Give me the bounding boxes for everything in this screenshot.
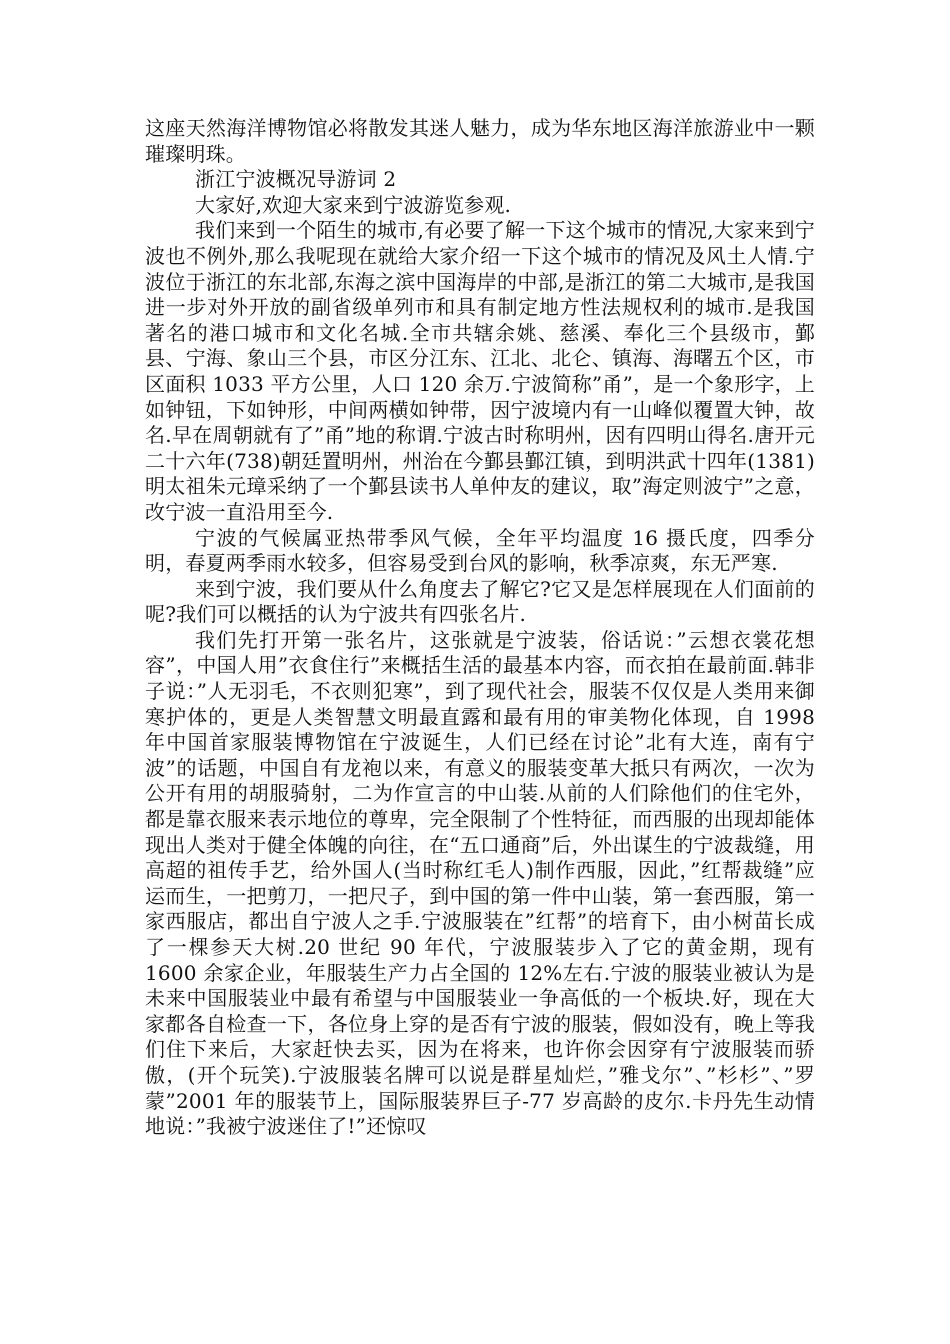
paragraph-continuation: 这座天然海洋博物馆必将散发其迷人魅力，成为华东地区海洋旅游业中一颗璀璨明珠。 — [145, 116, 815, 166]
paragraph-city-overview: 我们来到一个陌生的城市,有必要了解一下这个城市的情况,大家来到宁波也不例外,那么我呢现在就给大家介绍一下这个城市的情况及风土人情.宁波位于浙江的东北部,东海之滨中国海岸的中部,是浙江的第二大城市,是我国进一步对外开放的副省级单列市和具有制定地方性法规权利的城市.是我国著名的港口城市和文化名城.全市共辖余姚、慈溪、奉化三个县级市，鄞县、宁海、象山三个县，市区分江东、江北、北仑、镇海、海曙五个区，市区面积 1033 平方公里，人口 120 余万.宁波简称”甬”，是一个象形字，上如钟钮，下如钟形，中间两横如钟带，因宁波境内有一山峰似覆置大钟，故名.早在周朝就有了”甬”地的称谓.宁波古时称明州，因有四明山得名.唐开元二十六年(738)朝廷置明州，州治在今鄞县鄞江镇，到明洪武十四年(1381)明太祖朱元璋采纳了一个鄞县读书人单仲友的建议，取”海定则波宁”之意，改宁波一直沿用至今. — [145, 218, 815, 524]
paragraph-greeting: 大家好,欢迎大家来到宁波游览参观. — [195, 192, 512, 217]
paragraph-climate: 宁波的气候属亚热带季风气候，全年平均温度 16 摄氏度，四季分明，春夏两季雨水较多，但容易受到台风的影响，秋季凉爽，东无严寒. — [145, 525, 815, 576]
paragraph-four-cards: 来到宁波，我们要从什么角度去了解它?它又是怎样展现在人们面前的呢?我们可以概括的认为宁波共有四张名片. — [145, 576, 815, 627]
section-title: 浙江宁波概况导游词 2 — [195, 167, 397, 192]
paragraph-clothing: 我们先打开第一张名片，这张就是宁波装，俗话说：”云想衣裳花想容”，中国人用”衣食住行”来概括生活的最基本内容，而衣拍在最前面.韩非子说：”人无羽毛，不衣则犯寒”，到了现代社会，服装不仅仅是人类用来御寒护体的，更是人类智慧文明最直露和最有用的审美物化体现，自 1998 年中国首家服装博物馆在宁波诞生，人们已经在讨论”北有大连，南有宁波”的话题，中国自有龙袍以来，有意义的服装变革大抵只有两次，一次为公开有用的胡服骑射，二为作宣言的中山装.从前的人们除他们的住宅外，都是靠衣服来表示地位的尊卑，完全限制了个性特征，而西服的出现却能体现出人类对于健全体魄的向往，在“五口通商”后，外出谋生的宁波裁缝，用高超的祖传手艺，给外国人(当时称红毛人)制作西服，因此，”红帮裁缝”应运而生，一把剪刀，一把尺子，到中国的第一件中山装，第一套西服，第一家西服店，都出自宁波人之手.宁波服装在”红帮”的培育下，由小树苗长成了一棵参天大树.20 世纪 90 年代，宁波服装步入了它的黄金期，现有 1600 余家企业，年服装生产力占全国的 12%左右.宁波的服装业被认为是未来中国服装业中最有希望与中国服装业一争高低的一个板块.好，现在大家都各自检查一下，各位身上穿的是否有宁波的服装，假如没有，晚上等我们住下来后，大家赶快去买，因为在将来，也许你会因穿有宁波服装而骄傲，(开个玩笑).宁波服装名牌可以说是群星灿烂，”雅戈尔”、”杉杉”、”罗蒙”2001 年的服装节上，国际服装界巨子-77 岁高龄的皮尔.卡丹先生动情地说：”我被宁波迷住了!”还惊叹 — [145, 627, 815, 1139]
document-body — [145, 116, 815, 1140]
